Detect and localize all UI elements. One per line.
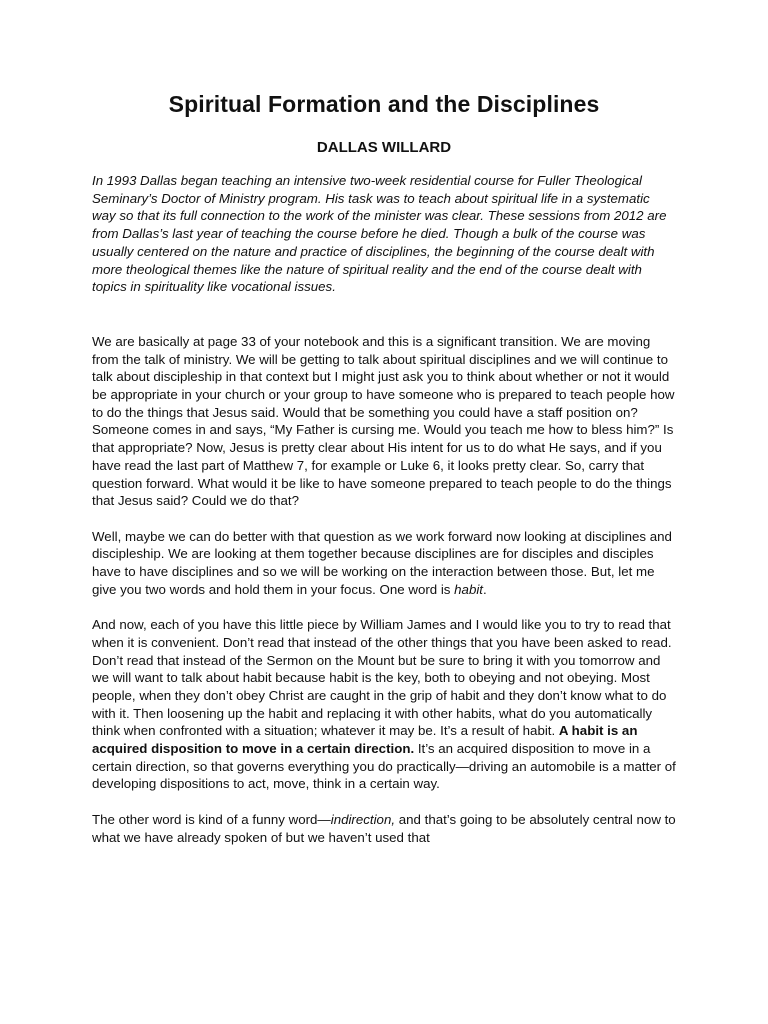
paragraph-text-end: and that’s going to be absolutely central now to what we have already spoken of but we haven’t used that — [92, 811, 676, 845]
document-title: Spiritual Formation and the Disciplines — [168, 91, 600, 117]
paragraph-text: Well, maybe we can do better with that question as we work forward now looking at disciplines and discipleship. We are looking at them together because disciplines are for disciples and disciples have to have disciplines and so we will be working on the interaction between those. But, let me give you two words and hold them in your focus. One word is — [92, 528, 672, 597]
intro-paragraph: In 1993 Dallas began teaching an intensive two-week residential course for Fuller Theological Seminary’s Doctor of Ministry program. His task was to teach about spiritual life in a systematic way so that its full connection to the work of the minister was clear. These sessions from 2012 are from Dallas’s last year of teaching the course before he died. Though a bulk of the course was usually centered on the nature and practice of disciplines, the beginning of the course dealt with more theological themes like the nature of spiritual reality and the end of the course dealt with topics in spirituality like vocational issues. — [92, 173, 667, 295]
document-author: DALLAS WILLARD — [316, 139, 452, 156]
paragraph-text-end: It’s an acquired disposition to move in a certain direction, so that governs everything you do practically—driving an automobile is a matter of developing dispositions to act, move, think in a certain way. — [92, 741, 676, 792]
body-paragraph-3 — [92, 616, 676, 793]
body-paragraph-1: We are basically at page 33 of your notebook and this is a significant transition. We are moving from the talk of ministry. We will be getting to talk about spiritual disciplines and we will continue to talk about discipleship in that context but I might just ask you to think about whether or not it would be appropriate in your church or your group to have someone who is prepared to teach people how to do the things that Jesus said. Would that be something you could have a staff position on? Someone comes in and says, “My Father is cursing me. Would you teach me how to bless him?” Is that appropriate? Now, Jesus is pretty clear about His intent for us to do what He says, and if you have read the last part of Matthew 7, for example or Luke 6, it looks pretty clear. So, carry that question forward. What would it be like to have someone prepared to teach people to do the things that Jesus said? Could we do that? — [92, 333, 675, 509]
emphasis-indirection: indirection, — [330, 811, 396, 827]
paragraph-text: The other word is kind of a funny word— — [92, 811, 331, 827]
paragraph-text: And now, each of you have this little piece by William James and I would like you to try to read that when it is convenient. Don’t read that instead of the other things that you have been asked to read. Don’t read that instead of the Sermon on the Mount but be sure to bring it with you tomorrow and we will want to talk about habit because habit is the key, both to obeying and not obeying. Most people, when they don’t obey Christ are caught in the grip of habit and they don’t know what to do with it. Then loosening up the habit and replacing it with other habits, what do you automatically think when confronted with a situation; whatever it may be. It’s a result of habit. — [92, 617, 672, 739]
emphasis-habit: habit — [454, 581, 483, 597]
body-paragraph-4 — [92, 811, 676, 846]
body-paragraph-2 — [92, 528, 676, 599]
paragraph-text-end: . — [483, 581, 487, 597]
habit-definition: A habit is an acquired disposition to move in a certain direction. — [92, 723, 638, 757]
body-text — [92, 333, 676, 846]
